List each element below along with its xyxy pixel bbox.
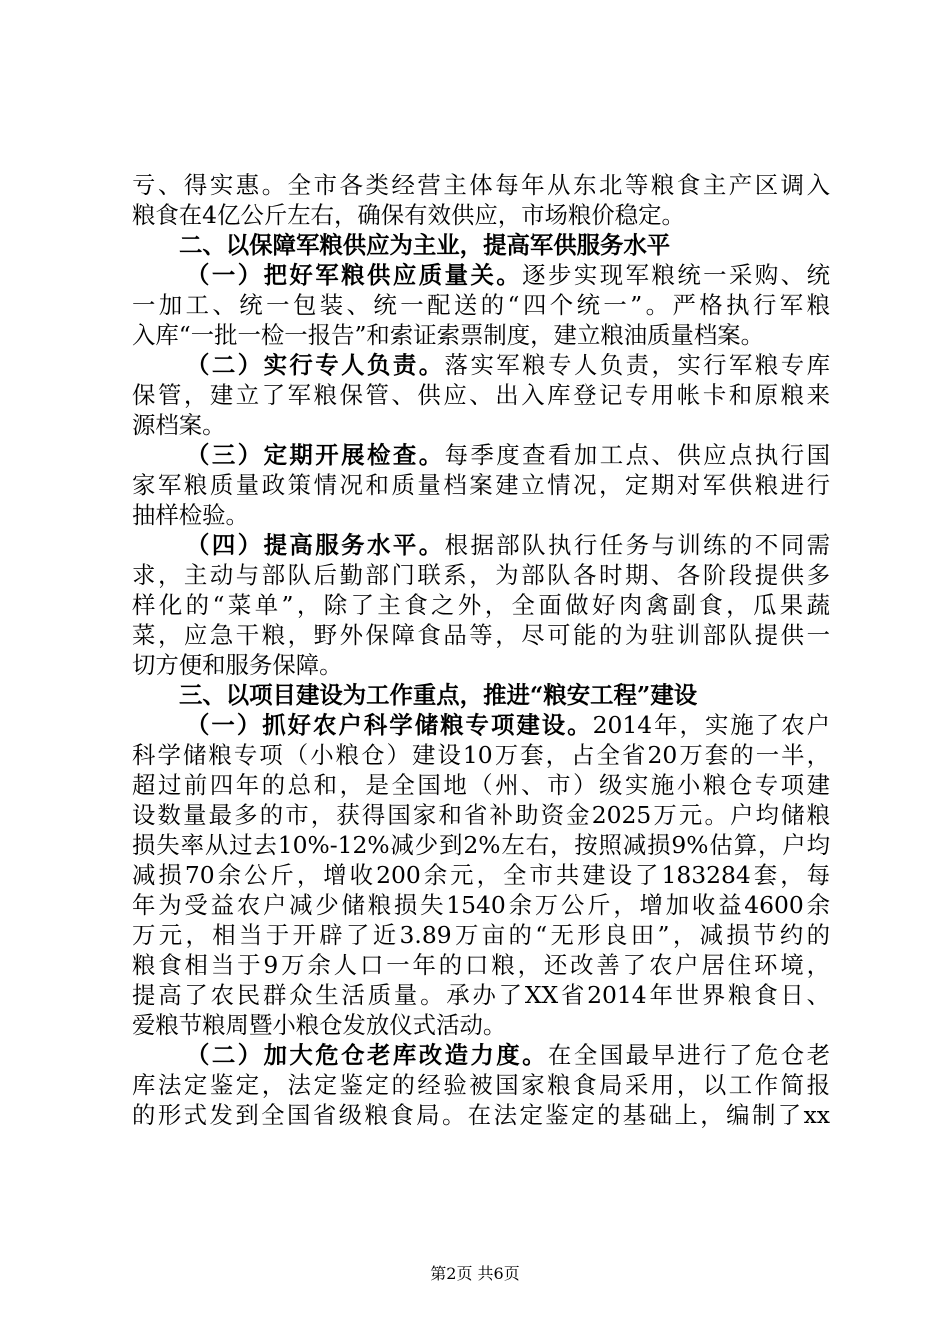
body-line: 入库“一批一检一报告”和索证索票制度，建立粮油质量档案。: [132, 321, 765, 349]
body-line: 科学储粮专项（小粮仓）建设10万套，占全省20万套的一半，: [132, 741, 830, 769]
section-heading: 二、以保障军粮供应为主业，提高军供服务水平: [179, 231, 671, 259]
body-line: 超过前四年的总和，是全国地（州、市）级实施小粮仓专项建: [132, 771, 830, 799]
body-line: 损失率从过去10%-12%减少到2%左右，按照减损9%估算，户均: [132, 831, 830, 859]
body-line: 粮食相当于9万余人口一年的口粮，还改善了农户居住环境，: [132, 951, 830, 979]
subheading: （三）定期开展检查。: [186, 441, 445, 469]
body-line: 家军粮质量政策情况和质量档案建立情况，定期对军供粮进行: [132, 471, 830, 499]
body-line: 源档案。: [132, 411, 226, 439]
body-line: 一加工、统一包装、统一配送的“四个统一”。严格执行军粮: [132, 291, 830, 319]
body-line: 粮食在4亿公斤左右，确保有效供应，市场粮价稳定。: [132, 201, 685, 229]
body-line: 提高了农民群众生活质量。承办了XX省2014年世界粮食日、: [132, 981, 830, 1009]
subheading: （二）加大危仓老库改造力度。: [186, 1041, 549, 1069]
paragraph-start: （二）实行专人负责。落实军粮专人负责，实行军粮专库: [186, 351, 830, 379]
body-line: 减损70余公斤，增收200余元，全市共建设了183284套，每: [132, 861, 830, 889]
subheading: （四）提高服务水平。: [186, 531, 445, 559]
body-line: 设数量最多的市，获得国家和省补助资金2025万元。户均储粮: [132, 801, 830, 829]
subheading: （一）把好军粮供应质量关。: [186, 261, 523, 289]
body-line: 的形式发到全国省级粮食局。在法定鉴定的基础上，编制了xx: [132, 1101, 830, 1129]
body-line: 切方便和服务保障。: [132, 651, 343, 679]
body-line: 年为受益农户减少储粮损失1540余万公斤，增加收益4600余: [132, 891, 830, 919]
paragraph-start: （三）定期开展检查。每季度查看加工点、供应点执行国: [186, 441, 830, 469]
section-heading: 三、以项目建设为工作重点，推进“粮安工程”建设: [179, 681, 698, 709]
paragraph-start: （二）加大危仓老库改造力度。在全国最早进行了危仓老: [186, 1041, 830, 1069]
body-line: 求，主动与部队后勤部门联系，为部队各时期、各阶段提供多: [132, 561, 830, 589]
body-line: 万元，相当于开辟了近3.89万亩的“无形良田”，减损节约的: [132, 921, 830, 949]
body-line: 菜，应急干粮，野外保障食品等，尽可能的为驻训部队提供一: [132, 621, 830, 649]
paragraph-start: （四）提高服务水平。根据部队执行任务与训练的不同需: [186, 531, 830, 559]
paragraph-start: （一）把好军粮供应质量关。逐步实现军粮统一采购、统: [186, 261, 830, 289]
paragraph-start: （一）抓好农户科学储粮专项建设。2014年，实施了农户: [186, 711, 830, 739]
body-line: 库法定鉴定，法定鉴定的经验被国家粮食局采用，以工作简报: [132, 1071, 830, 1099]
body-line: 样化的“菜单”，除了主食之外，全面做好肉禽副食，瓜果蔬: [132, 591, 830, 619]
document-body: [132, 170, 830, 1130]
subheading: （一）抓好农户科学储粮专项建设。: [186, 711, 593, 739]
body-line: 抽样检验。: [132, 501, 249, 529]
page-footer: 第2页 共6页: [430, 1264, 520, 1283]
subheading: （二）实行专人负责。: [186, 351, 445, 379]
body-line: 爱粮节粮周暨小粮仓发放仪式活动。: [132, 1011, 507, 1039]
body-line: 保管，建立了军粮保管、供应、出入库登记专用帐卡和原粮来: [132, 381, 830, 409]
body-line: 亏、得实惠。全市各类经营主体每年从东北等粮食主产区调入: [132, 171, 830, 199]
